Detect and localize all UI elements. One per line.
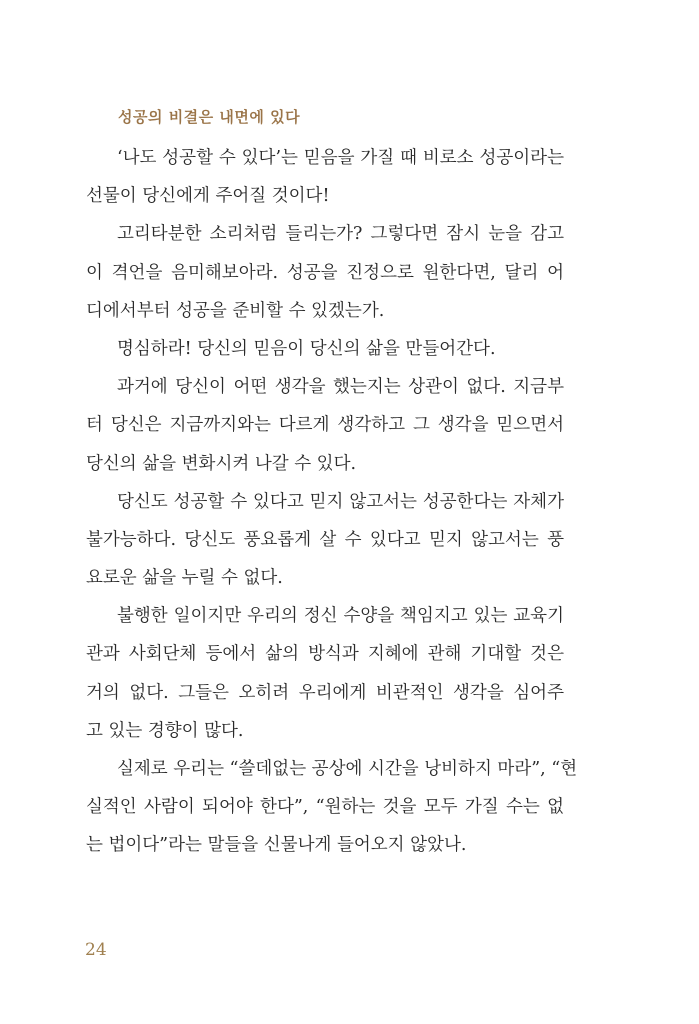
text-line: 고리타분한 소리처럼 들리는가? 그렇다면 잠시 눈을 감고 (117, 224, 564, 245)
text-line: 실제로 우리는 “쓸데없는 공상에 시간을 낭비하지 마라”, “현 (117, 759, 578, 779)
text-line: 터 당신은 지금까지와는 다르게 생각하고 그 생각을 믿으면서 (86, 415, 564, 436)
paragraph (86, 332, 564, 370)
text-line: 디에서부터 성공을 준비할 수 있겠는가. (86, 300, 385, 321)
text-line: 당신의 삶을 변화시켜 나갈 수 있다. (86, 453, 357, 474)
text-line: 당신도 성공할 수 있다고 믿지 않고서는 성공한다는 자체가 (117, 491, 564, 512)
text-line: 고 있는 경향이 많다. (86, 720, 244, 741)
text-line: 과거에 당신이 어떤 생각을 했는지는 상관이 없다. 지금부 (117, 377, 564, 398)
paragraph (86, 217, 564, 332)
text-line: 거의 없다. 그들은 오히려 우리에게 비관적인 생각을 심어주 (86, 682, 564, 703)
paragraph (86, 370, 564, 485)
text-line: 는 법이다”라는 말들을 신물나게 들어오지 않았나. (86, 835, 467, 856)
text-line: 불가능하다. 당신도 풍요롭게 살 수 있다고 믿지 않고서는 풍 (86, 529, 564, 550)
text-line: 요로운 삶을 누릴 수 없다. (86, 568, 283, 589)
text-line: 관과 사회단체 등에서 삶의 방식과 지혜에 관해 기대할 것은 (86, 644, 564, 665)
body-text (86, 141, 578, 867)
text-line: 명심하라! 당신의 믿음이 당신의 삶을 만들어간다. (117, 338, 496, 359)
paragraph (86, 599, 564, 752)
section-heading: 성공의 비결은 내면에 있다 (118, 108, 301, 126)
page-number: 24 (85, 940, 107, 960)
text-line: 선물이 당신에게 주어질 것이다! (86, 186, 330, 207)
text-line: 이 격언을 음미해보아라. 성공을 진정으로 원한다면, 달리 어 (86, 262, 564, 283)
paragraph (86, 752, 578, 867)
text-line: ‘나도 성공할 수 있다’는 믿음을 가질 때 비로소 성공이라는 (117, 148, 564, 168)
paragraph (86, 141, 564, 217)
text-line: 실적인 사람이 되어야 한다”, “원하는 것을 모두 가질 수는 없 (86, 797, 564, 818)
paragraph (86, 485, 564, 600)
text-line: 불행한 일이지만 우리의 정신 수양을 책임지고 있는 교육기 (117, 606, 564, 627)
